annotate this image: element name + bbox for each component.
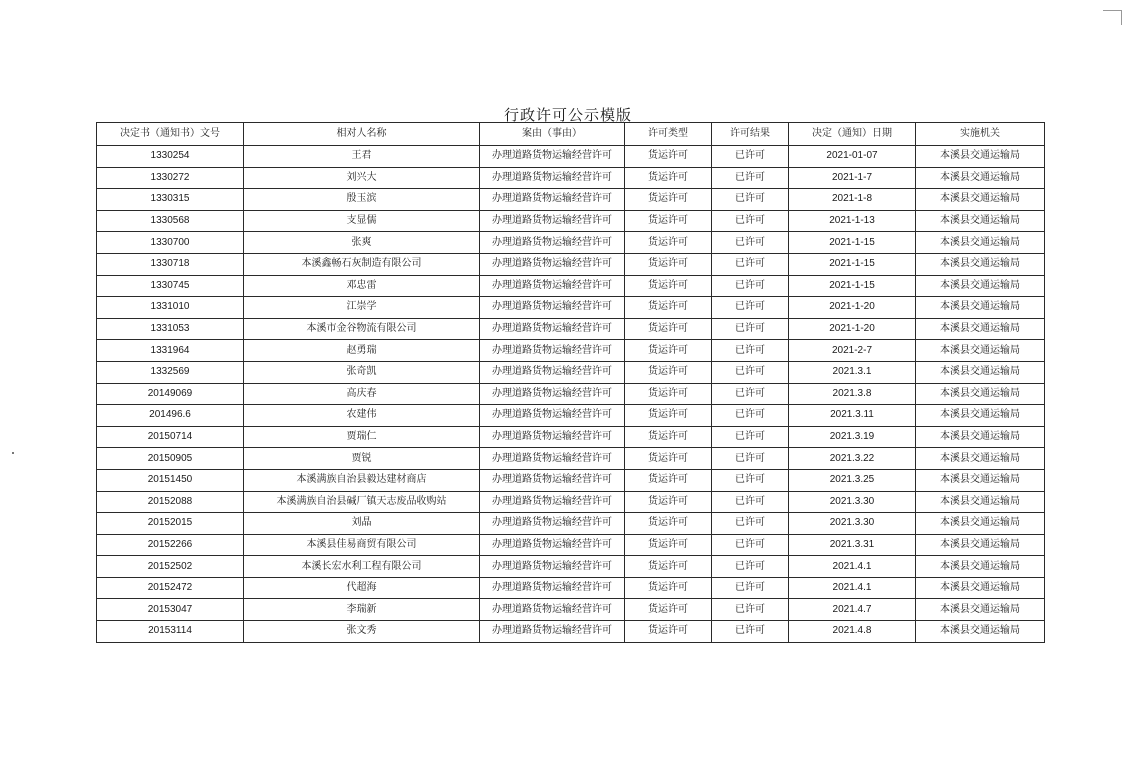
cell-permit-type: 货运许可 <box>625 577 712 599</box>
cell-agency: 本溪县交通运输局 <box>916 383 1045 405</box>
cell-permit-result: 已许可 <box>712 405 789 427</box>
cell-permit-result: 已许可 <box>712 275 789 297</box>
column-header: 许可结果 <box>712 123 789 146</box>
cell-cause: 办理道路货物运输经营许可 <box>480 556 625 578</box>
cell-document-number: 20150905 <box>97 448 244 470</box>
cell-party-name: 赵勇瑞 <box>244 340 480 362</box>
cell-party-name: 本溪满族自治县碱厂镇天志废品收购站 <box>244 491 480 513</box>
cell-agency: 本溪县交通运输局 <box>916 210 1045 232</box>
column-header: 决定书（通知书）文号 <box>97 123 244 146</box>
table-row <box>97 189 1045 211</box>
cell-permit-type: 货运许可 <box>625 556 712 578</box>
cell-decision-date: 2021-1-20 <box>789 318 916 340</box>
cell-decision-date: 2021.4.7 <box>789 599 916 621</box>
cell-cause: 办理道路货物运输经营许可 <box>480 577 625 599</box>
cell-decision-date: 2021.4.8 <box>789 621 916 643</box>
cell-decision-date: 2021-01-07 <box>789 146 916 168</box>
cell-document-number: 20150714 <box>97 426 244 448</box>
cell-party-name: 刘兴大 <box>244 167 480 189</box>
cell-document-number: 1330315 <box>97 189 244 211</box>
cell-agency: 本溪县交通运输局 <box>916 621 1045 643</box>
column-header: 相对人名称 <box>244 123 480 146</box>
cell-party-name: 本溪市金谷物流有限公司 <box>244 318 480 340</box>
cell-party-name: 邓忠雷 <box>244 275 480 297</box>
cell-party-name: 本溪满族自治县毅达建材商店 <box>244 469 480 491</box>
cell-party-name: 贾锐 <box>244 448 480 470</box>
cell-permit-result: 已许可 <box>712 513 789 535</box>
cell-decision-date: 2021-1-15 <box>789 232 916 254</box>
header-row <box>97 123 1045 146</box>
cell-cause: 办理道路货物运输经营许可 <box>480 361 625 383</box>
cell-cause: 办理道路货物运输经营许可 <box>480 426 625 448</box>
cell-permit-result: 已许可 <box>712 448 789 470</box>
cell-permit-type: 货运许可 <box>625 621 712 643</box>
cell-agency: 本溪县交通运输局 <box>916 577 1045 599</box>
table-row <box>97 469 1045 491</box>
cell-permit-type: 货运许可 <box>625 513 712 535</box>
cell-cause: 办理道路货物运输经营许可 <box>480 275 625 297</box>
page-title: 行政许可公示模版 <box>503 106 632 124</box>
table-row <box>97 426 1045 448</box>
cell-permit-type: 货运许可 <box>625 361 712 383</box>
cell-permit-type: 货运许可 <box>625 340 712 362</box>
cell-permit-result: 已许可 <box>712 469 789 491</box>
cell-permit-type: 货运许可 <box>625 253 712 275</box>
cell-permit-type: 货运许可 <box>625 146 712 168</box>
cell-document-number: 1330700 <box>97 232 244 254</box>
cell-cause: 办理道路货物运输经营许可 <box>480 253 625 275</box>
table-row <box>97 534 1045 556</box>
table-row <box>97 167 1045 189</box>
table-row <box>97 513 1045 535</box>
cell-permit-type: 货运许可 <box>625 232 712 254</box>
cell-permit-result: 已许可 <box>712 297 789 319</box>
cell-party-name: 江崇学 <box>244 297 480 319</box>
table-row <box>97 448 1045 470</box>
cell-agency: 本溪县交通运输局 <box>916 318 1045 340</box>
cell-agency: 本溪县交通运输局 <box>916 146 1045 168</box>
cell-document-number: 1330568 <box>97 210 244 232</box>
cell-cause: 办理道路货物运输经营许可 <box>480 146 625 168</box>
cell-agency: 本溪县交通运输局 <box>916 426 1045 448</box>
cell-document-number: 20149069 <box>97 383 244 405</box>
cell-permit-result: 已许可 <box>712 426 789 448</box>
cell-permit-type: 货运许可 <box>625 405 712 427</box>
cell-decision-date: 2021-2-7 <box>789 340 916 362</box>
cell-document-number: 20153047 <box>97 599 244 621</box>
table-row <box>97 599 1045 621</box>
cell-permit-result: 已许可 <box>712 340 789 362</box>
cell-permit-type: 货运许可 <box>625 210 712 232</box>
cell-permit-result: 已许可 <box>712 253 789 275</box>
table-row <box>97 340 1045 362</box>
cell-permit-result: 已许可 <box>712 167 789 189</box>
cell-agency: 本溪县交通运输局 <box>916 534 1045 556</box>
table-row <box>97 253 1045 275</box>
cell-decision-date: 2021.3.8 <box>789 383 916 405</box>
cell-agency: 本溪县交通运输局 <box>916 448 1045 470</box>
cell-agency: 本溪县交通运输局 <box>916 469 1045 491</box>
cell-document-number: 1330718 <box>97 253 244 275</box>
cell-document-number: 1330272 <box>97 167 244 189</box>
cell-cause: 办理道路货物运输经营许可 <box>480 167 625 189</box>
table-row <box>97 383 1045 405</box>
cell-party-name: 代超海 <box>244 577 480 599</box>
cell-agency: 本溪县交通运输局 <box>916 556 1045 578</box>
cell-permit-type: 货运许可 <box>625 448 712 470</box>
cell-cause: 办理道路货物运输经营许可 <box>480 405 625 427</box>
cell-cause: 办理道路货物运输经营许可 <box>480 599 625 621</box>
cell-document-number: 1331053 <box>97 318 244 340</box>
cell-party-name: 贾瑞仁 <box>244 426 480 448</box>
cell-decision-date: 2021.3.11 <box>789 405 916 427</box>
table-row <box>97 297 1045 319</box>
cell-permit-result: 已许可 <box>712 232 789 254</box>
cell-agency: 本溪县交通运输局 <box>916 491 1045 513</box>
cell-party-name: 张爽 <box>244 232 480 254</box>
cell-permit-result: 已许可 <box>712 621 789 643</box>
cell-decision-date: 2021.4.1 <box>789 556 916 578</box>
cell-cause: 办理道路货物运输经营许可 <box>480 383 625 405</box>
cell-agency: 本溪县交通运输局 <box>916 405 1045 427</box>
cell-permit-type: 货运许可 <box>625 297 712 319</box>
cell-decision-date: 2021-1-13 <box>789 210 916 232</box>
table-body <box>97 146 1045 643</box>
cell-decision-date: 2021-1-15 <box>789 253 916 275</box>
cell-permit-result: 已许可 <box>712 210 789 232</box>
cell-permit-result: 已许可 <box>712 189 789 211</box>
cell-document-number: 1331964 <box>97 340 244 362</box>
cell-decision-date: 2021.4.1 <box>789 577 916 599</box>
column-header: 许可类型 <box>625 123 712 146</box>
cell-agency: 本溪县交通运输局 <box>916 253 1045 275</box>
cell-decision-date: 2021-1-15 <box>789 275 916 297</box>
cell-document-number: 1331010 <box>97 297 244 319</box>
cell-document-number: 20152266 <box>97 534 244 556</box>
cell-party-name: 本溪长宏水利工程有限公司 <box>244 556 480 578</box>
cell-cause: 办理道路货物运输经营许可 <box>480 340 625 362</box>
cell-permit-result: 已许可 <box>712 318 789 340</box>
cell-cause: 办理道路货物运输经营许可 <box>480 513 625 535</box>
cell-agency: 本溪县交通运输局 <box>916 599 1045 621</box>
cell-agency: 本溪县交通运输局 <box>916 513 1045 535</box>
column-header: 决定（通知）日期 <box>789 123 916 146</box>
cell-decision-date: 2021-1-8 <box>789 189 916 211</box>
cell-party-name: 本溪鑫畅石灰制造有限公司 <box>244 253 480 275</box>
cell-permit-result: 已许可 <box>712 577 789 599</box>
cell-cause: 办理道路货物运输经营许可 <box>480 210 625 232</box>
column-header: 实施机关 <box>916 123 1045 146</box>
cell-cause: 办理道路货物运输经营许可 <box>480 232 625 254</box>
cell-party-name: 张奇凯 <box>244 361 480 383</box>
cell-cause: 办理道路货物运输经营许可 <box>480 469 625 491</box>
column-header: 案由（事由） <box>480 123 625 146</box>
cell-permit-type: 货运许可 <box>625 426 712 448</box>
cell-party-name: 支显儒 <box>244 210 480 232</box>
cell-cause: 办理道路货物运输经营许可 <box>480 448 625 470</box>
cell-agency: 本溪县交通运输局 <box>916 189 1045 211</box>
cell-permit-result: 已许可 <box>712 146 789 168</box>
cell-party-name: 王君 <box>244 146 480 168</box>
cell-agency: 本溪县交通运输局 <box>916 297 1045 319</box>
cell-permit-type: 货运许可 <box>625 491 712 513</box>
cell-permit-type: 货运许可 <box>625 469 712 491</box>
cell-document-number: 20152015 <box>97 513 244 535</box>
cell-party-name: 高庆春 <box>244 383 480 405</box>
cell-permit-type: 货运许可 <box>625 599 712 621</box>
table-row <box>97 275 1045 297</box>
scan-speck <box>12 452 14 454</box>
cell-permit-result: 已许可 <box>712 599 789 621</box>
table-row <box>97 577 1045 599</box>
scan-corner-mark <box>1103 10 1122 25</box>
cell-decision-date: 2021-1-20 <box>789 297 916 319</box>
cell-permit-type: 货运许可 <box>625 167 712 189</box>
cell-decision-date: 2021.3.30 <box>789 513 916 535</box>
cell-agency: 本溪县交通运输局 <box>916 232 1045 254</box>
cell-document-number: 20152502 <box>97 556 244 578</box>
table-row <box>97 361 1045 383</box>
cell-document-number: 20153114 <box>97 621 244 643</box>
cell-permit-type: 货运许可 <box>625 275 712 297</box>
cell-permit-type: 货运许可 <box>625 534 712 556</box>
cell-agency: 本溪县交通运输局 <box>916 361 1045 383</box>
table-row <box>97 556 1045 578</box>
cell-document-number: 20152088 <box>97 491 244 513</box>
cell-decision-date: 2021.3.19 <box>789 426 916 448</box>
cell-cause: 办理道路货物运输经营许可 <box>480 297 625 319</box>
table-row <box>97 621 1045 643</box>
table-row <box>97 491 1045 513</box>
cell-permit-type: 货运许可 <box>625 189 712 211</box>
cell-agency: 本溪县交通运输局 <box>916 167 1045 189</box>
cell-party-name: 张文秀 <box>244 621 480 643</box>
cell-document-number: 20151450 <box>97 469 244 491</box>
table-row <box>97 405 1045 427</box>
table-row <box>97 210 1045 232</box>
table-row <box>97 318 1045 340</box>
cell-decision-date: 2021.3.22 <box>789 448 916 470</box>
cell-document-number: 1330745 <box>97 275 244 297</box>
cell-document-number: 201496.6 <box>97 405 244 427</box>
cell-decision-date: 2021.3.1 <box>789 361 916 383</box>
cell-decision-date: 2021.3.31 <box>789 534 916 556</box>
cell-cause: 办理道路货物运输经营许可 <box>480 318 625 340</box>
cell-cause: 办理道路货物运输经营许可 <box>480 189 625 211</box>
cell-permit-result: 已许可 <box>712 383 789 405</box>
cell-cause: 办理道路货物运输经营许可 <box>480 491 625 513</box>
cell-document-number: 1332569 <box>97 361 244 383</box>
cell-party-name: 农建伟 <box>244 405 480 427</box>
cell-permit-result: 已许可 <box>712 556 789 578</box>
cell-cause: 办理道路货物运输经营许可 <box>480 534 625 556</box>
cell-permit-type: 货运许可 <box>625 318 712 340</box>
cell-cause: 办理道路货物运输经营许可 <box>480 621 625 643</box>
cell-decision-date: 2021.3.25 <box>789 469 916 491</box>
cell-decision-date: 2021.3.30 <box>789 491 916 513</box>
cell-document-number: 1330254 <box>97 146 244 168</box>
cell-agency: 本溪县交通运输局 <box>916 275 1045 297</box>
permit-table <box>96 122 1045 643</box>
cell-party-name: 李瑞新 <box>244 599 480 621</box>
cell-party-name: 本溪县佳易商贸有限公司 <box>244 534 480 556</box>
cell-decision-date: 2021-1-7 <box>789 167 916 189</box>
cell-agency: 本溪县交通运输局 <box>916 340 1045 362</box>
cell-permit-type: 货运许可 <box>625 383 712 405</box>
cell-document-number: 20152472 <box>97 577 244 599</box>
cell-party-name: 殷玉滨 <box>244 189 480 211</box>
cell-permit-result: 已许可 <box>712 491 789 513</box>
table-row <box>97 146 1045 168</box>
cell-party-name: 刘晶 <box>244 513 480 535</box>
table-row <box>97 232 1045 254</box>
cell-permit-result: 已许可 <box>712 361 789 383</box>
cell-permit-result: 已许可 <box>712 534 789 556</box>
